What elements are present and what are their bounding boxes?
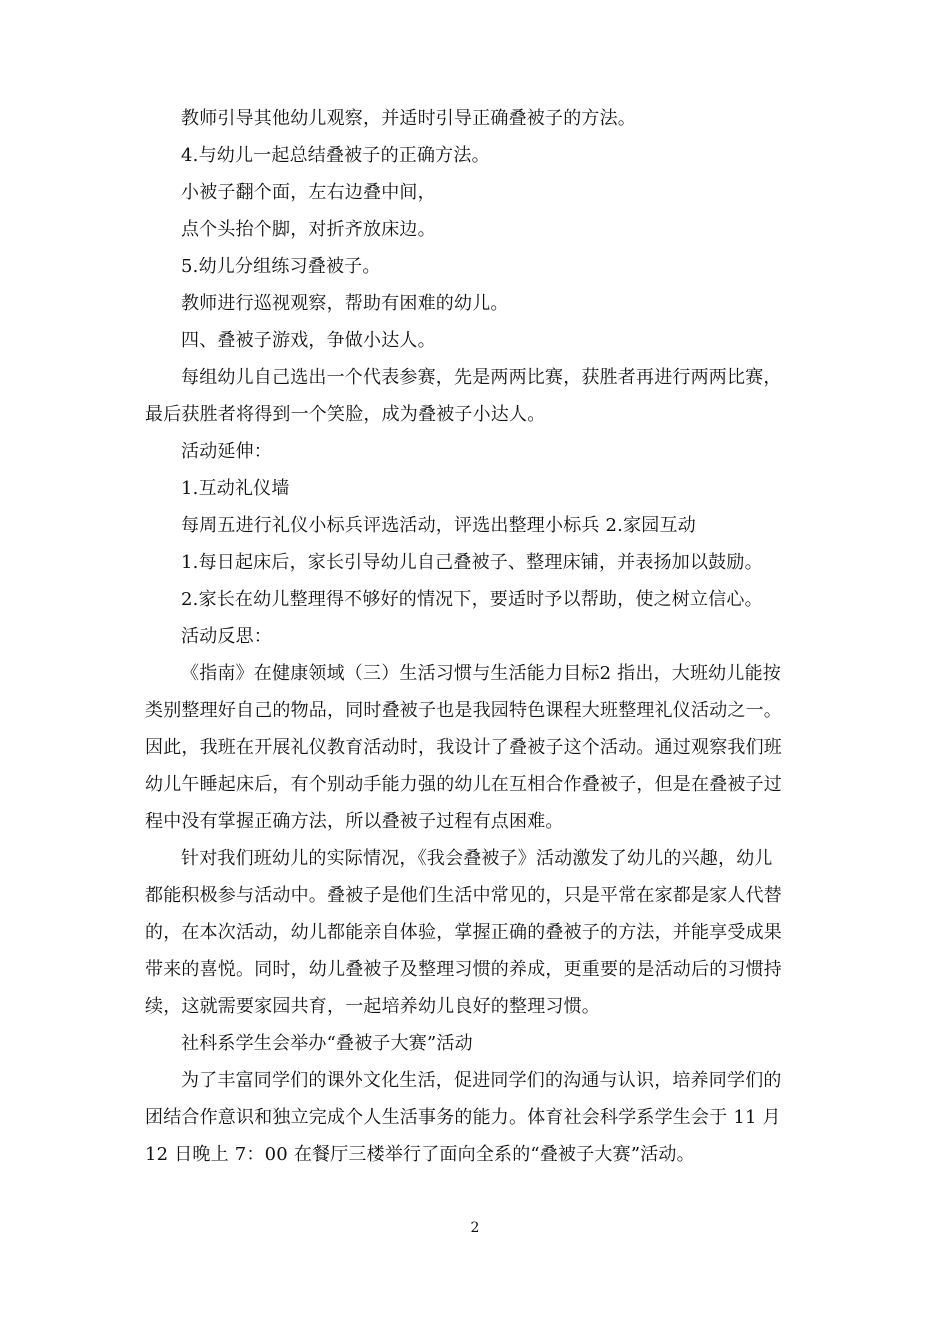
contest-heading: 社科系学生会举办“叠被子大赛”活动 [181,1033,473,1054]
competition-paragraph [145,359,810,433]
reflection-heading: 活动反思： [181,626,272,647]
text-line: 1.每日起床后，家长引导幼儿自己叠被子、整理床铺，并表扬加以鼓励。 [181,552,763,573]
paragraph-line: 程中没有掌握正确方法，所以叠被子过程有点困难。 [145,811,564,832]
paragraph-line: 针对我们班幼儿的实际情况，《我会叠被子》活动激发了幼儿的兴趣，幼儿 [181,848,773,869]
paragraph-line: 带来的喜悦。同时，幼儿叠被子及整理习惯的养成，更重要的是活动后的习惯持 [145,959,782,980]
text-line: 教师进行巡视观察，帮助有困难的幼儿。 [181,293,509,314]
reflection-paragraph-2 [145,840,810,1025]
reflection-paragraph-1 [145,655,810,840]
page-number: 2 [470,1220,480,1236]
paragraph-line: 类别整理好自己的物品，同时叠被子也是我园特色课程大班整理礼仪活动之一。 [145,700,782,721]
text-line: 2.家长在幼儿整理得不够好的情况下，要适时予以帮助，使之树立信心。 [181,589,763,610]
extension-heading: 活动延伸： [181,441,272,462]
rhyme-line-1: 小被子翻个面，左右边叠中间， [181,182,436,203]
extension-item-1: 1.互动礼仪墙 [181,478,290,499]
paragraph-line: 每组幼儿自己选出一个代表参赛，先是两两比赛，获胜者再进行两两比赛， [181,367,782,388]
paragraph-line: 续，这就需要家园共育，一起培养幼儿良好的整理习惯。 [145,996,600,1017]
contest-paragraph [145,1062,810,1173]
step-4-line: 4.与幼儿一起总结叠被子的正确方法。 [181,145,490,166]
step-5-line: 5.幼儿分组练习叠被子。 [181,256,381,277]
paragraph-line: 为了丰富同学们的课外文化生活，促进同学们的沟通与认识，培养同学们的 [181,1070,782,1091]
section-heading: 四、叠被子游戏，争做小达人。 [181,330,436,351]
paragraph-line: 的，在本次活动，幼儿都能亲自体验，掌握正确的叠被子的方法，并能享受成果 [145,922,782,943]
rhyme-line-2: 点个头抬个脚，对折齐放床边。 [181,219,436,240]
paragraph-line: 最后获胜者将得到一个笑脸，成为叠被子小达人。 [145,404,546,425]
paragraph-line: 因此，我班在开展礼仪教育活动时，我设计了叠被子这个活动。通过观察我们班 [145,737,782,758]
paragraph-line: 都能积极参与活动中。叠被子是他们生活中常见的，只是平常在家都是家人代替 [145,885,782,906]
document-body [145,100,810,1173]
text-line: 教师引导其他幼儿观察，并适时引导正确叠被子的方法。 [181,108,636,129]
paragraph-line: 幼儿午睡起床后，有个别动手能力强的幼儿在互相合作叠被子，但是在叠被子过 [145,774,782,795]
paragraph-line: 12 日晚上 7：00 在餐厅三楼举行了面向全系的“叠被子大赛”活动。 [145,1144,695,1165]
text-line: 每周五进行礼仪小标兵评选活动，评选出整理小标兵 2.家园互动 [181,515,696,536]
paragraph-line: 团结合作意识和独立完成个人生活事务的能力。体育社会科学系学生会于 11 月 [145,1107,781,1128]
paragraph-line: 《指南》在健康领域（三）生活习惯与生活能力目标2 指出，大班幼儿能按 [181,663,781,684]
